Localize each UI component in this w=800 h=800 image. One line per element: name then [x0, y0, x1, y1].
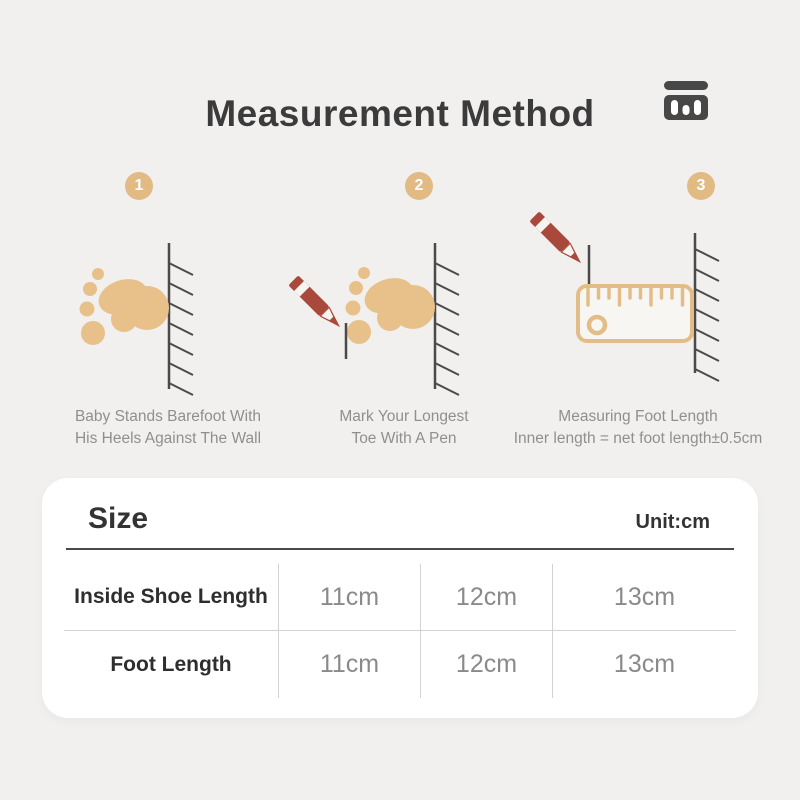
table-cell: 11cm: [278, 631, 420, 698]
table-cell: 13cm: [552, 564, 736, 631]
page-title: Measurement Method: [205, 93, 595, 134]
size-ruler-icon: [663, 77, 709, 126]
step-3-caption-line-2: Inner length = net foot length±0.5cm: [513, 430, 763, 447]
wall-hatch-icon: [169, 243, 193, 395]
ruler-icon: [578, 286, 692, 341]
pencil-icon: [529, 211, 586, 268]
table-cell: 13cm: [552, 631, 736, 698]
step-2-badge: 2: [405, 172, 433, 200]
step-2-illustration: [288, 237, 528, 402]
size-table: [64, 564, 736, 698]
table-cell: 12cm: [420, 564, 552, 631]
step-1-badge: 1: [125, 172, 153, 200]
step-1-caption-line-1: Baby Stands Barefoot With: [74, 408, 262, 425]
step-1-caption-line-2: His Heels Against The Wall: [74, 430, 262, 447]
header-divider: [66, 548, 734, 550]
row-label: Foot Length: [110, 652, 232, 676]
step-2-caption-line-1: Mark Your Longest: [339, 408, 469, 425]
footprint-icon: [346, 267, 436, 344]
size-table-header: [42, 478, 758, 536]
pencil-icon: [288, 275, 345, 332]
step-1-illustration: [48, 237, 288, 402]
step-3-illustration: [508, 205, 778, 390]
step-3-badge: 3: [687, 172, 715, 200]
step-3-caption: [478, 406, 798, 450]
size-table-title: Size: [88, 502, 149, 535]
footprint-icon: [80, 268, 170, 345]
table-cell: 12cm: [420, 631, 552, 698]
size-table-card: [42, 478, 758, 718]
row-label: Inside Shoe Length: [64, 564, 278, 631]
step-3-caption-line-1: Measuring Foot Length: [558, 408, 718, 425]
wall-hatch-icon: [695, 233, 719, 381]
unit-label: Unit:cm: [635, 511, 710, 533]
wall-hatch-icon: [435, 243, 459, 395]
table-cell: 11cm: [278, 564, 420, 631]
step-2-caption-line-2: Toe With A Pen: [351, 430, 457, 447]
